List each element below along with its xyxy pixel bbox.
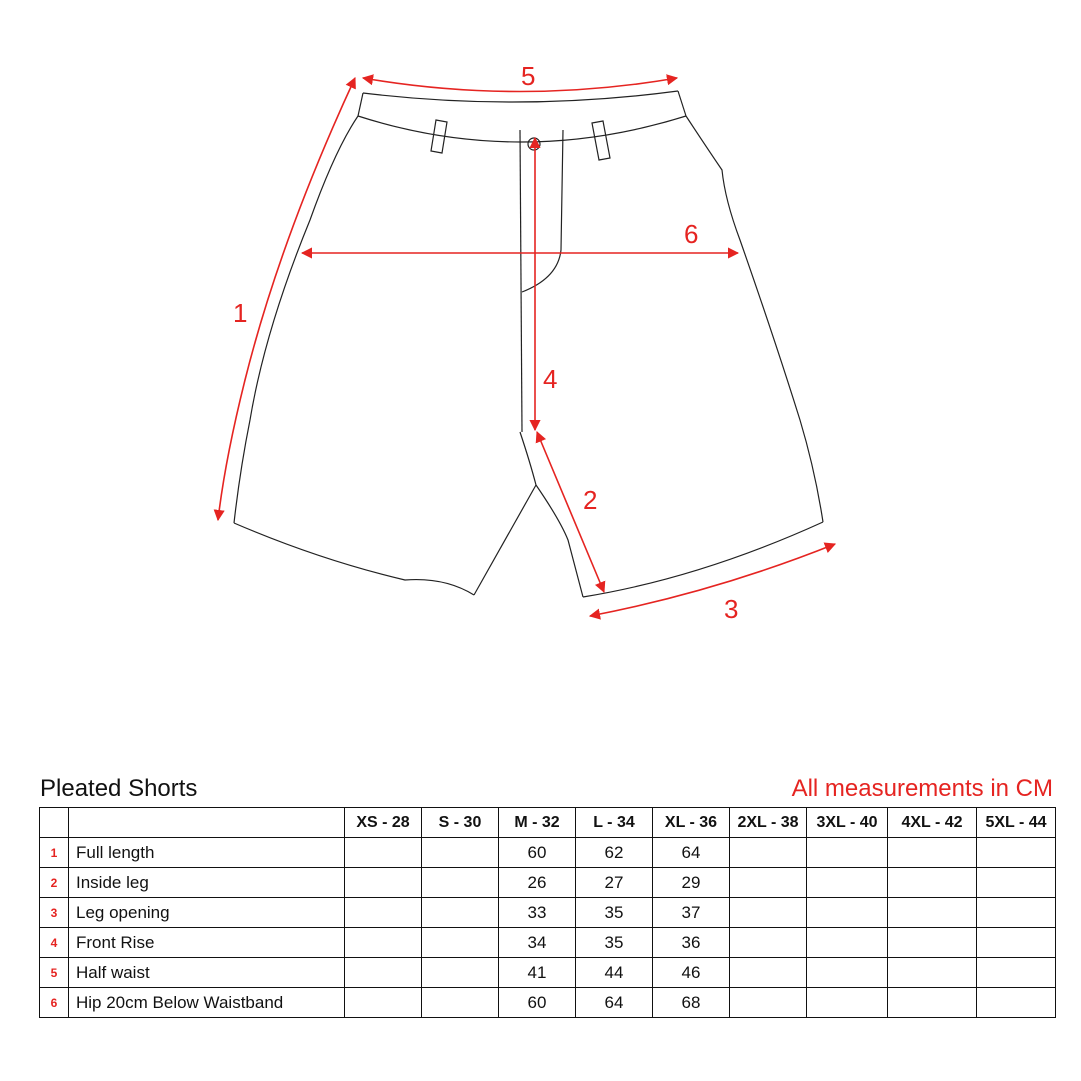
button: [528, 138, 540, 150]
belt-loop-left: [431, 120, 447, 153]
table-row: [40, 988, 1056, 1018]
table-cell: [977, 868, 1056, 898]
table-cell: 41: [499, 958, 576, 988]
shorts-left-side: [234, 116, 358, 523]
table-cell: 68: [653, 988, 730, 1018]
header-label: [69, 808, 345, 838]
row-index: 1: [40, 838, 69, 868]
table-cell: 27: [576, 868, 653, 898]
table-cell: [422, 988, 499, 1018]
table-cell: [730, 898, 807, 928]
table-cell: 34: [499, 928, 576, 958]
row-index: 3: [40, 898, 69, 928]
table-cell: [422, 838, 499, 868]
table-cell: [422, 958, 499, 988]
table-cell: [422, 928, 499, 958]
table-cell: [345, 988, 422, 1018]
table-cell: 60: [499, 838, 576, 868]
table-cell: [730, 868, 807, 898]
arrow-leg-opening: [590, 544, 835, 616]
header-index: [40, 808, 69, 838]
table-cell: [422, 868, 499, 898]
table-cell: [730, 988, 807, 1018]
size-header: L - 34: [576, 808, 653, 838]
table-cell: 35: [576, 898, 653, 928]
table-cell: [807, 868, 888, 898]
chart-title: Pleated Shorts: [40, 775, 198, 802]
table-cell: 62: [576, 838, 653, 868]
size-header: 5XL - 44: [977, 808, 1056, 838]
table-cell: 64: [576, 988, 653, 1018]
table-cell: [977, 898, 1056, 928]
table-cell: [888, 868, 977, 898]
table-row: [40, 838, 1056, 868]
fly-stitch: [522, 130, 563, 292]
table-cell: [345, 898, 422, 928]
table-row: [40, 898, 1056, 928]
fly-left-line: [520, 130, 522, 432]
shorts-right-side: [686, 116, 823, 522]
table-cell: [807, 898, 888, 928]
table-cell: [807, 958, 888, 988]
size-header: XS - 28: [345, 808, 422, 838]
table-cell: [977, 988, 1056, 1018]
belt-loop-right: [592, 121, 610, 160]
table-row: [40, 928, 1056, 958]
table-cell: 37: [653, 898, 730, 928]
table-row: [40, 958, 1056, 988]
header-row: [40, 808, 1056, 838]
row-label: Hip 20cm Below Waistband: [69, 988, 345, 1018]
table-cell: 36: [653, 928, 730, 958]
crotch-right: [536, 485, 583, 597]
marker-6: 6: [684, 219, 699, 249]
row-label: Half waist: [69, 958, 345, 988]
size-header: XL - 36: [653, 808, 730, 838]
table-cell: 29: [653, 868, 730, 898]
size-header: 3XL - 40: [807, 808, 888, 838]
left-leg-hem: [234, 523, 474, 595]
waistband-bottom-edge: [358, 116, 686, 142]
table-cell: 64: [653, 838, 730, 868]
units-note: All measurements in CM: [791, 775, 1053, 802]
table-cell: [888, 928, 977, 958]
table-cell: [977, 928, 1056, 958]
row-index: 5: [40, 958, 69, 988]
row-index: 4: [40, 928, 69, 958]
inseam-line: [520, 432, 536, 485]
marker-2: 2: [583, 485, 598, 515]
row-label: Leg opening: [69, 898, 345, 928]
table-cell: [807, 928, 888, 958]
waistband-right-end: [678, 91, 686, 116]
table-cell: [422, 898, 499, 928]
row-index: 6: [40, 988, 69, 1018]
table-cell: [345, 838, 422, 868]
crotch-left: [474, 485, 536, 595]
size-header: M - 32: [499, 808, 576, 838]
table-cell: [888, 898, 977, 928]
waistband-left-end: [358, 93, 363, 116]
table-cell: [888, 988, 977, 1018]
table-cell: [807, 838, 888, 868]
size-header: 4XL - 42: [888, 808, 977, 838]
row-label: Inside leg: [69, 868, 345, 898]
table-cell: 33: [499, 898, 576, 928]
table-cell: [888, 838, 977, 868]
marker-1: 1: [233, 298, 248, 328]
table-cell: [730, 838, 807, 868]
row-index: 2: [40, 868, 69, 898]
row-label: Front Rise: [69, 928, 345, 958]
arrow-half-waist: [363, 78, 677, 92]
table-cell: 46: [653, 958, 730, 988]
table-cell: 44: [576, 958, 653, 988]
table-cell: [345, 958, 422, 988]
marker-3: 3: [724, 594, 739, 624]
size-chart-table: [39, 807, 1056, 1018]
table-cell: [977, 958, 1056, 988]
table-cell: [730, 958, 807, 988]
size-header: 2XL - 38: [730, 808, 807, 838]
table-cell: 26: [499, 868, 576, 898]
waistband-top-edge: [363, 91, 678, 102]
table-cell: [977, 838, 1056, 868]
table-cell: [730, 928, 807, 958]
table-cell: 60: [499, 988, 576, 1018]
table-cell: [807, 988, 888, 1018]
right-leg-hem: [583, 522, 823, 597]
marker-4: 4: [543, 364, 558, 394]
size-header: S - 30: [422, 808, 499, 838]
table-cell: [888, 958, 977, 988]
table-cell: [345, 928, 422, 958]
marker-5: 5: [521, 61, 536, 91]
row-label: Full length: [69, 838, 345, 868]
table-row: [40, 868, 1056, 898]
table-cell: [345, 868, 422, 898]
table-cell: 35: [576, 928, 653, 958]
